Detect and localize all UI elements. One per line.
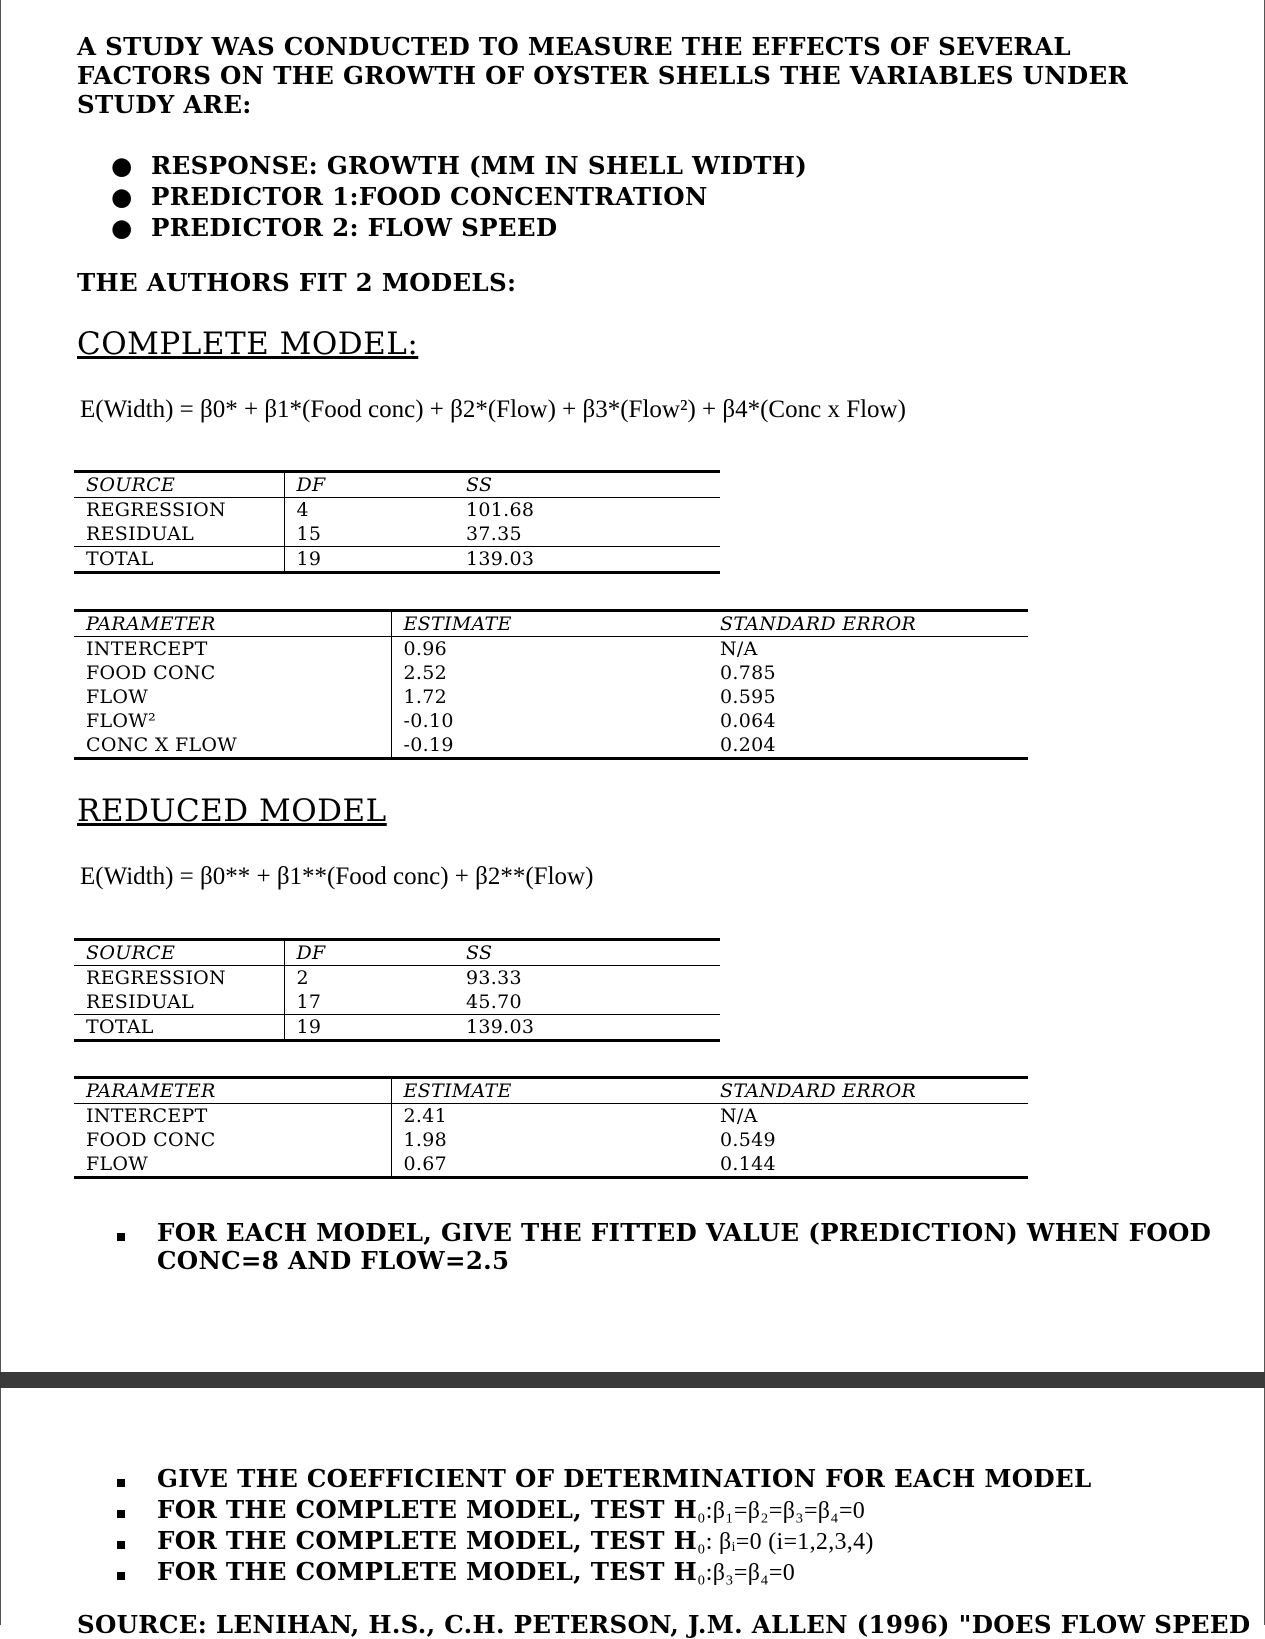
bullet-square-icon <box>117 1494 147 1525</box>
table-row: FOOD CONC 2.52 0.785 <box>86 662 776 684</box>
list-item: ● RESPONSE: GROWTH (MM IN SHELL WIDTH) <box>111 151 808 180</box>
table-row: REGRESSION 2 93.33 <box>86 967 522 989</box>
table-row: TOTAL 19 139.03 <box>74 1015 720 1041</box>
equation-text: E(Width) = β0** + β1**(Food conc) + β2**(Flow) <box>80 863 594 890</box>
table-row: RESIDUAL 15 37.35 <box>86 523 522 545</box>
bullet-square-icon <box>117 1556 147 1587</box>
reduced-model-equation <box>80 863 593 891</box>
list-item: FOR THE COMPLETE MODEL, TEST H₀: βᵢ=0 (i=1,2,3,4) <box>117 1525 1091 1556</box>
table-row: INTERCEPT 0.96 N/A <box>86 638 758 660</box>
column-header: SS <box>454 940 720 966</box>
list-item: FOR THE COMPLETE MODEL, TEST H₀:β₁=β₂=β₃=β₄=0 <box>117 1494 1091 1525</box>
bullet-dot-icon: ● <box>111 151 133 180</box>
table-row: FOOD CONC 1.98 0.549 <box>86 1129 776 1151</box>
table-row: FLOW 0.67 0.144 <box>74 1152 1028 1178</box>
bullet-dot-icon: ● <box>111 213 133 242</box>
table-row: RESIDUAL 17 45.70 <box>86 991 522 1013</box>
equation-text: E(Width) = β0* + β1*(Food conc) + β2*(Flow) + β3*(Flow²) + β4*(Conc x Flow) <box>80 396 906 423</box>
page-separator <box>0 1372 1265 1388</box>
authors-line: THE AUTHORS FIT 2 MODELS: <box>77 268 517 297</box>
table-row: INTERCEPT 2.41 N/A <box>86 1105 758 1127</box>
table-row: CONC X FLOW -0.19 0.204 <box>74 733 1028 759</box>
column-header: SS <box>454 472 720 498</box>
bullet-square-icon <box>117 1219 147 1247</box>
column-header: DF <box>284 940 454 966</box>
bullet-square-icon <box>117 1463 147 1494</box>
column-header: STANDARD ERROR <box>708 1078 1028 1104</box>
citation-text: SOURCE: LENIHAN, H.S., C.H. PETERSON, J.M. ALLEN (1996) "DOES FLOW SPEED <box>77 1610 1251 1639</box>
reduced-model-heading: REDUCED MODEL <box>77 793 387 829</box>
list-item: ● PREDICTOR 2: FLOW SPEED <box>111 213 558 242</box>
complete-parameter-table <box>74 609 1028 760</box>
intro-paragraph: A STUDY WAS CONDUCTED TO MEASURE THE EFFECTS OF SEVERAL FACTORS ON THE GROWTH OF OYSTER SHELLS THE VARIABLES UNDER STUDY ARE: <box>77 32 1129 119</box>
column-header: SOURCE <box>74 472 284 498</box>
reduced-anova-table <box>74 938 720 1042</box>
list-item: GIVE THE COEFFICIENT OF DETERMINATION FOR EACH MODEL <box>117 1463 1091 1494</box>
column-header: ESTIMATE <box>391 611 708 637</box>
table-row: REGRESSION 4 101.68 <box>86 499 535 521</box>
complete-anova-table <box>74 470 720 574</box>
column-header: STANDARD ERROR <box>708 611 1028 637</box>
column-header: PARAMETER <box>74 611 391 637</box>
variable-list <box>111 150 807 243</box>
bullet-dot-icon: ● <box>111 182 133 211</box>
column-header: PARAMETER <box>74 1078 391 1104</box>
table-row: FLOW² -0.10 0.064 <box>86 710 776 732</box>
question-list <box>117 1219 1217 1275</box>
table-row: FLOW 1.72 0.595 <box>86 686 776 708</box>
column-header: DF <box>284 472 454 498</box>
list-item: FOR THE COMPLETE MODEL, TEST H₀:β₃=β₄=0 <box>117 1556 1091 1587</box>
column-header: SOURCE <box>74 940 284 966</box>
reduced-parameter-table <box>74 1076 1028 1179</box>
complete-model-heading: COMPLETE MODEL: <box>77 326 419 362</box>
list-item: ● PREDICTOR 1:FOOD CONCENTRATION <box>111 182 708 211</box>
list-item: FOR EACH MODEL, GIVE THE FITTED VALUE (PREDICTION) WHEN FOOD CONC=8 AND FLOW=2.5 <box>117 1219 1217 1275</box>
question-list <box>117 1463 1091 1587</box>
bullet-square-icon <box>117 1525 147 1556</box>
column-header: ESTIMATE <box>391 1078 708 1104</box>
table-row: TOTAL 19 139.03 <box>74 547 720 573</box>
document-page-2 <box>0 1388 1265 1639</box>
complete-model-equation <box>80 396 906 424</box>
